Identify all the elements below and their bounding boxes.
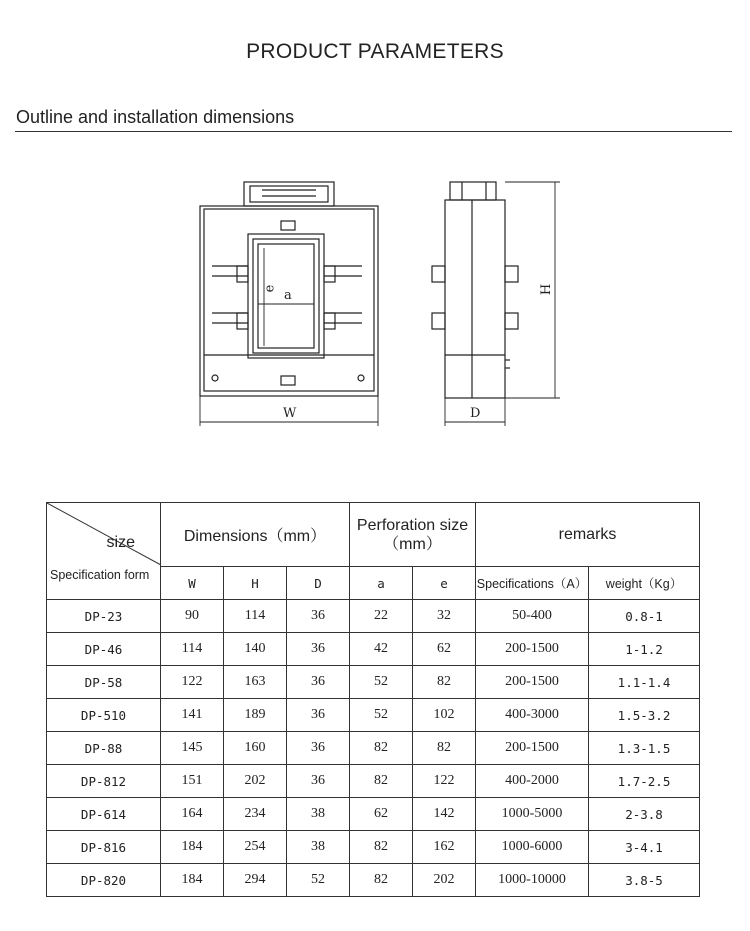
cell-w: 184: [161, 864, 224, 897]
cell-weight: 2-3.8: [589, 798, 700, 831]
cell-model: DP-812: [47, 765, 161, 798]
cell-w: 151: [161, 765, 224, 798]
cell-a: 82: [350, 765, 413, 798]
page-title: PRODUCT PARAMETERS: [246, 40, 504, 63]
cell-h: 114: [224, 600, 287, 633]
cell-weight: 1.3-1.5: [589, 732, 700, 765]
header-remarks: remarks: [476, 503, 700, 567]
table-row: [47, 633, 700, 666]
header-dimensions: Dimensions（mm）: [161, 503, 350, 567]
cell-specifications: 400-2000: [476, 765, 589, 798]
cell-model: DP-820: [47, 864, 161, 897]
cell-weight: 1.7-2.5: [589, 765, 700, 798]
dimension-d-label: D: [470, 406, 481, 421]
cell-a: 82: [350, 831, 413, 864]
spec-table-body: [47, 600, 700, 897]
cell-model: DP-23: [47, 600, 161, 633]
cell-d: 38: [287, 831, 350, 864]
cell-e: 142: [413, 798, 476, 831]
section-divider: [15, 131, 732, 132]
table-row: [47, 831, 700, 864]
side-view: [432, 182, 560, 426]
cell-weight: 1.5-3.2: [589, 699, 700, 732]
subheader-a: a: [350, 567, 413, 600]
outline-drawing: [0, 170, 750, 440]
cell-h: 202: [224, 765, 287, 798]
cell-a: 62: [350, 798, 413, 831]
cell-specifications: 1000-6000: [476, 831, 589, 864]
cell-d: 36: [287, 633, 350, 666]
dimension-w-label: W: [283, 406, 297, 421]
cell-specifications: 400-3000: [476, 699, 589, 732]
cell-e: 102: [413, 699, 476, 732]
table-row: [47, 600, 700, 633]
corner-spec-label: Specification form: [50, 568, 150, 582]
cell-model: DP-58: [47, 666, 161, 699]
subheader-h: H: [224, 567, 287, 600]
cell-specifications: 1000-10000: [476, 864, 589, 897]
cell-h: 234: [224, 798, 287, 831]
subheader-w: W: [161, 567, 224, 600]
cell-w: 145: [161, 732, 224, 765]
cell-model: DP-88: [47, 732, 161, 765]
cell-specifications: 50-400: [476, 600, 589, 633]
cell-h: 189: [224, 699, 287, 732]
outline-drawing-svg: [0, 170, 750, 440]
cell-weight: 3-4.1: [589, 831, 700, 864]
cell-d: 38: [287, 798, 350, 831]
dimension-e-label: e: [262, 284, 278, 293]
cell-e: 82: [413, 666, 476, 699]
cell-e: 62: [413, 633, 476, 666]
subheader-d: D: [287, 567, 350, 600]
cell-specifications: 200-1500: [476, 732, 589, 765]
cell-e: 162: [413, 831, 476, 864]
table-header-row: [47, 503, 700, 567]
cell-e: 202: [413, 864, 476, 897]
cell-w: 90: [161, 600, 224, 633]
corner-diagonal: [47, 503, 161, 600]
cell-e: 32: [413, 600, 476, 633]
cell-h: 294: [224, 864, 287, 897]
table-row: [47, 666, 700, 699]
cell-h: 140: [224, 633, 287, 666]
table-row: [47, 798, 700, 831]
cell-specifications: 1000-5000: [476, 798, 589, 831]
cell-w: 114: [161, 633, 224, 666]
subheader-specifications: Specifications（A）: [476, 567, 589, 600]
cell-d: 52: [287, 864, 350, 897]
cell-w: 184: [161, 831, 224, 864]
dimension-a-label: a: [284, 288, 292, 303]
cell-a: 22: [350, 600, 413, 633]
table-row: [47, 732, 700, 765]
subheader-weight: weight（Kg）: [589, 567, 700, 600]
cell-h: 254: [224, 831, 287, 864]
cell-h: 160: [224, 732, 287, 765]
corner-size-label: size: [106, 534, 135, 551]
table-row: [47, 765, 700, 798]
section-title: Outline and installation dimensions: [16, 107, 295, 127]
cell-specifications: 200-1500: [476, 633, 589, 666]
cell-a: 42: [350, 633, 413, 666]
cell-model: DP-816: [47, 831, 161, 864]
table-row: [47, 864, 700, 897]
cell-a: 52: [350, 699, 413, 732]
cell-h: 163: [224, 666, 287, 699]
front-view: [200, 182, 378, 426]
cell-weight: 1-1.2: [589, 633, 700, 666]
cell-e: 122: [413, 765, 476, 798]
cell-a: 52: [350, 666, 413, 699]
cell-model: DP-510: [47, 699, 161, 732]
cell-w: 122: [161, 666, 224, 699]
cell-d: 36: [287, 600, 350, 633]
table-row: [47, 699, 700, 732]
cell-model: DP-614: [47, 798, 161, 831]
cell-weight: 0.8-1: [589, 600, 700, 633]
cell-weight: 1.1-1.4: [589, 666, 700, 699]
cell-a: 82: [350, 864, 413, 897]
dimension-h-label: H: [539, 283, 555, 296]
cell-d: 36: [287, 732, 350, 765]
cell-weight: 3.8-5: [589, 864, 700, 897]
cell-d: 36: [287, 765, 350, 798]
cell-a: 82: [350, 732, 413, 765]
cell-w: 141: [161, 699, 224, 732]
cell-d: 36: [287, 666, 350, 699]
cell-d: 36: [287, 699, 350, 732]
subheader-e: e: [413, 567, 476, 600]
table-corner-cell: [47, 503, 161, 600]
header-perforation: Perforation size（mm）: [350, 503, 476, 567]
cell-model: DP-46: [47, 633, 161, 666]
cell-specifications: 200-1500: [476, 666, 589, 699]
cell-e: 82: [413, 732, 476, 765]
spec-table: [46, 502, 700, 897]
cell-w: 164: [161, 798, 224, 831]
